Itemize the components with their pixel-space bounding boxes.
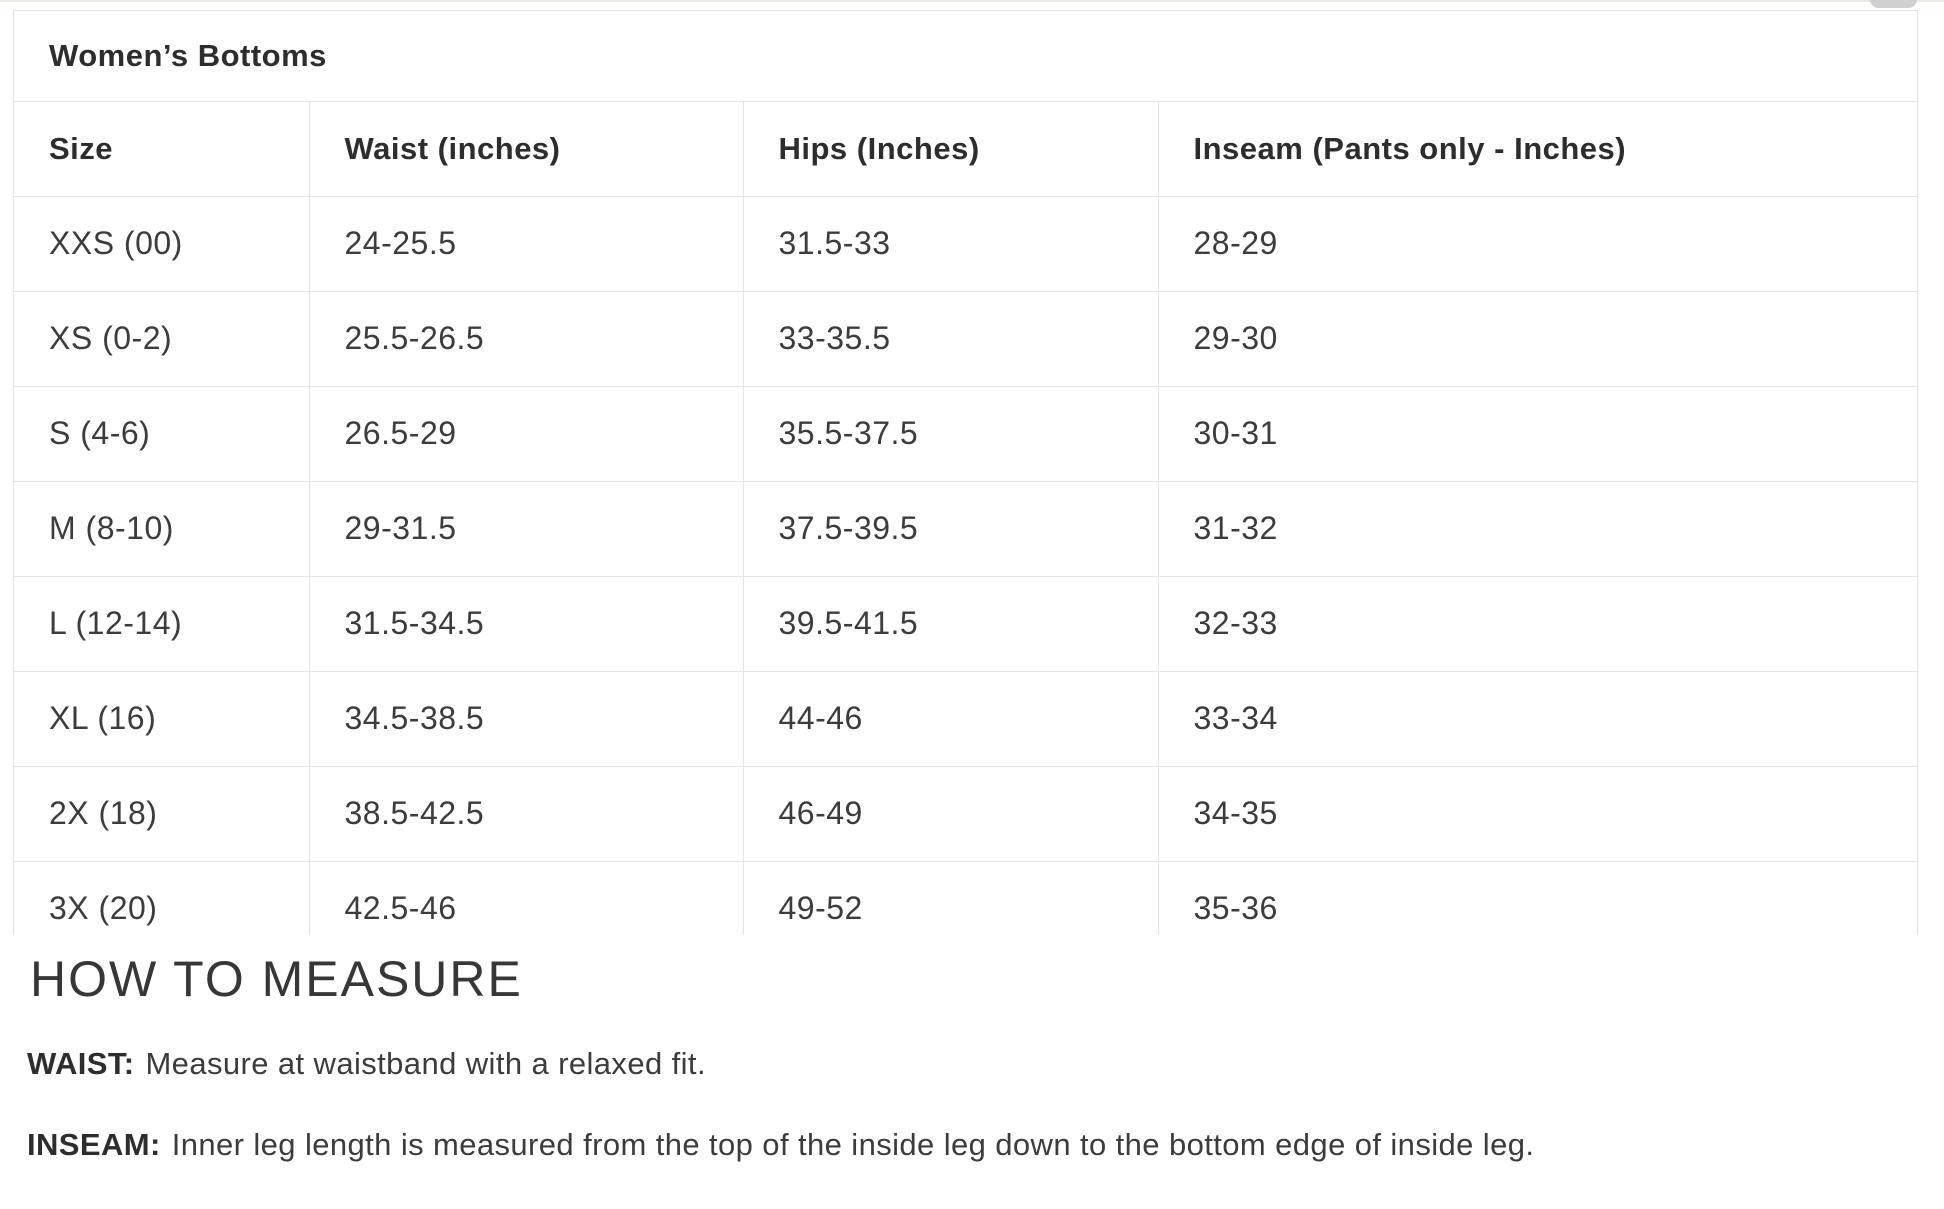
hips-cell: 37.5-39.5 (743, 481, 1158, 576)
waist-cell: 42.5-46 (309, 861, 743, 935)
hips-cell: 44-46 (743, 671, 1158, 766)
hips-cell: 33-35.5 (743, 291, 1158, 386)
inseam-cell: 30-31 (1158, 386, 1918, 481)
size-cell: 2X (18) (14, 766, 309, 861)
column-header-waist: Waist (inches) (309, 101, 743, 196)
size-cell: XXS (00) (14, 196, 309, 291)
waist-cell: 34.5-38.5 (309, 671, 743, 766)
size-cell: M (8-10) (14, 481, 309, 576)
table-row (14, 196, 1918, 291)
waist-instruction-label: WAIST: (27, 1045, 135, 1081)
inseam-cell: 32-33 (1158, 576, 1918, 671)
waist-instruction-text: Measure at waistband with a relaxed fit. (145, 1045, 706, 1081)
inseam-cell: 28-29 (1158, 196, 1918, 291)
waist-cell: 31.5-34.5 (309, 576, 743, 671)
inseam-cell: 29-30 (1158, 291, 1918, 386)
how-to-measure-section (27, 953, 1917, 1209)
waist-cell: 38.5-42.5 (309, 766, 743, 861)
table-row (14, 291, 1918, 386)
waist-cell: 26.5-29 (309, 386, 743, 481)
column-header-size: Size (14, 101, 309, 196)
top-divider (0, 0, 1944, 2)
waist-cell: 24-25.5 (309, 196, 743, 291)
size-cell: XS (0-2) (14, 291, 309, 386)
inseam-cell: 31-32 (1158, 481, 1918, 576)
hips-cell: 35.5-37.5 (743, 386, 1158, 481)
size-chart-container (13, 10, 1918, 935)
table-row (14, 766, 1918, 861)
size-cell: L (12-14) (14, 576, 309, 671)
column-header-hips: Hips (Inches) (743, 101, 1158, 196)
waist-cell: 29-31.5 (309, 481, 743, 576)
inseam-cell: 35-36 (1158, 861, 1918, 935)
table-title-row (14, 11, 1918, 101)
table-row (14, 576, 1918, 671)
column-header-inseam: Inseam (Pants only - Inches) (1158, 101, 1918, 196)
inseam-instruction-text: Inner leg length is measured from the top of the inside leg down to the bottom edge of inside leg. (171, 1127, 1535, 1163)
how-to-measure-heading: HOW TO MEASURE (30, 951, 523, 1007)
table-title: Women’s Bottoms (49, 37, 327, 73)
waist-cell: 25.5-26.5 (309, 291, 743, 386)
table-row (14, 861, 1918, 935)
table-row (14, 386, 1918, 481)
size-cell: XL (16) (14, 671, 309, 766)
waist-instruction (27, 1046, 1917, 1082)
inseam-instruction (27, 1127, 1917, 1163)
hips-cell: 49-52 (743, 861, 1158, 935)
size-chart-table (14, 11, 1918, 935)
hips-cell: 46-49 (743, 766, 1158, 861)
hips-cell: 39.5-41.5 (743, 576, 1158, 671)
inseam-cell: 33-34 (1158, 671, 1918, 766)
table-header-row (14, 101, 1918, 196)
hips-cell: 31.5-33 (743, 196, 1158, 291)
size-cell: S (4-6) (14, 386, 309, 481)
inseam-cell: 34-35 (1158, 766, 1918, 861)
size-cell: 3X (20) (14, 861, 309, 935)
inseam-instruction-label: INSEAM: (27, 1127, 161, 1163)
table-row (14, 481, 1918, 576)
table-row (14, 671, 1918, 766)
scrollbar-thumb[interactable] (1870, 0, 1917, 8)
